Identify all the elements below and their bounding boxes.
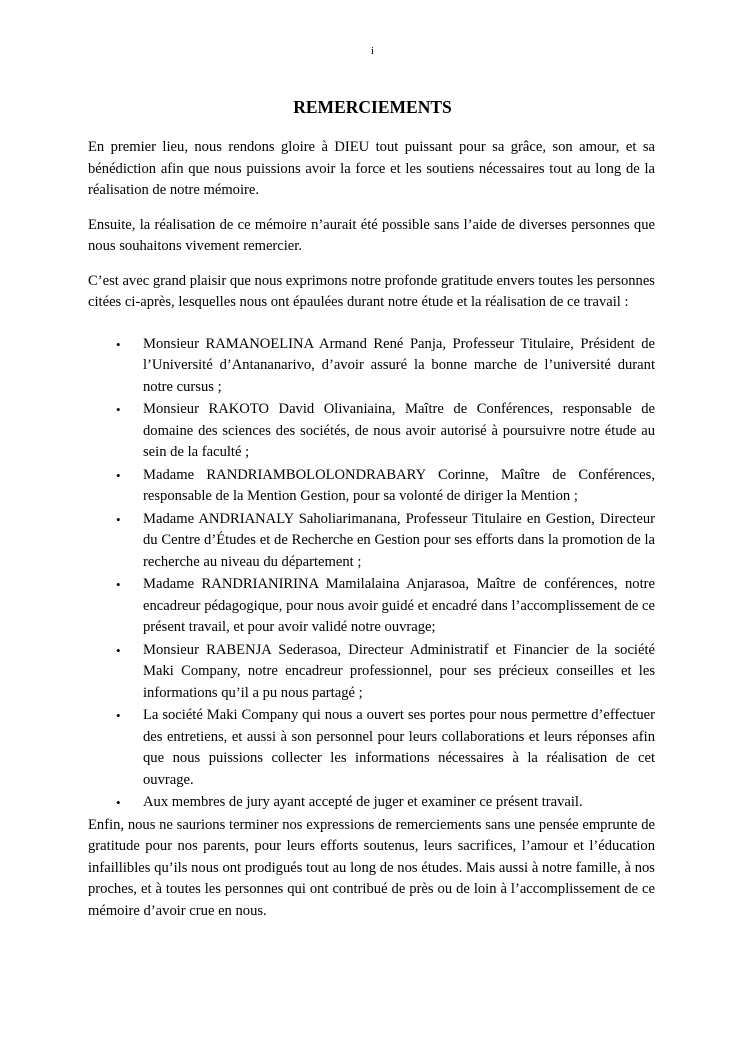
list-item-text: La société Maki Company qui nous a ouvert ses portes pour nous permettre d’effectuer des entretiens, et aussi à son personnel pour leurs collaborations et leurs réponses afin que nous puissions collecter les informations nécessaires à la réalisation de cet ouvrage. xyxy=(143,707,655,788)
page-number: i xyxy=(370,45,375,57)
list-item xyxy=(88,465,655,508)
paragraph-ensuite: Ensuite, la réalisation de ce mémoire n’aurait été possible sans l’aide de diverses personnes que nous souhaitons vivement remercier. xyxy=(88,216,655,254)
list-item-text: Aux membres de jury ayant accepté de juger et examiner ce présent travail. xyxy=(143,794,583,810)
list-item xyxy=(88,640,655,705)
list-item-text: Monsieur RABENJA Sederasoa, Directeur Administratif et Financier de la société Maki Company, notre encadreur professionnel, pour ses précieux conseilles et les informations qu’il a pu nous partagé ; xyxy=(143,641,655,701)
list-item-text: Madame RANDRIANIRINA Mamilalaina Anjarasoa, Maître de conférences, notre encadreur pédagogique, pour nous avoir guidé et encadré dans l’accomplissement de ce présent travail, et pour avoir validé notre ouvrage; xyxy=(143,576,655,635)
list-item xyxy=(88,334,655,399)
paragraph-intro: En premier lieu, nous rendons gloire à DIEU tout puissant pour sa grâce, son amour, et sa bénédiction afin que nous puissions avoir la force et les soutiens nécessaires tout au long de la réalisation de notre mémoire. xyxy=(88,139,655,198)
bullet-icon: • xyxy=(116,577,121,592)
list-item xyxy=(88,792,655,814)
list-item xyxy=(88,399,655,464)
list-item xyxy=(88,509,655,574)
bullet-icon: • xyxy=(116,642,121,658)
list-item-text: Monsieur RAMANOELINA Armand René Panja, Professeur Titulaire, Président de l’Université d’Antananarivo, d’avoir assuré la bonne marche de l’université durant notre cursus ; xyxy=(143,335,655,395)
bullet-icon: • xyxy=(116,708,121,723)
bullet-icon: • xyxy=(116,402,121,417)
paragraph-gratitude: C’est avec grand plaisir que nous exprimons notre profonde gratitude envers toutes les personnes citées ci-après, lesquelles nous ont épaulées durant notre étude et la réalisation de ce travail : xyxy=(88,272,655,310)
list-item xyxy=(88,705,655,791)
page-title: REMERCIEMENTS xyxy=(293,97,452,117)
document-body xyxy=(88,137,655,935)
bullet-icon: • xyxy=(116,467,121,483)
paragraph-closing: Enfin, nous ne saurions terminer nos expressions de remerciements sans une pensée emprunte de gratitude pour nos parents, pour leurs efforts soutenus, leurs sacrifices, l’amour et l’éducation infaillibles qu’ils nous ont prodigués tout au long de nos études. Mais aussi à notre famille, à nos proches, et à toutes les personnes qui ont contribué de près ou de loin à l’accomplissement de ce mémoire d’avoir crue en nous. xyxy=(88,816,655,919)
acknowledgement-list xyxy=(88,334,655,814)
list-item xyxy=(88,574,655,639)
bullet-icon: • xyxy=(116,511,121,527)
list-item-text: Madame ANDRIANALY Saholiarimanana, Professeur Titulaire en Gestion, Directeur du Centre d’Études et de Recherche en Gestion pour ses efforts dans la promotion de la recherche au niveau du département ; xyxy=(143,510,655,570)
list-item-text: Madame RANDRIAMBOLOLONDRABARY Corinne, Maître de Conférences, responsable de la Mention Gestion, pour sa volonté de diriger la Mention ; xyxy=(143,466,655,504)
bullet-icon: • xyxy=(116,795,121,810)
list-item-text: Monsieur RAKOTO David Olivaniaina, Maître de Conférences, responsable de domaine des sciences des sociétés, de nous avoir autorisé à poursuivre notre étude au sein de la faculté ; xyxy=(143,401,655,460)
bullet-icon: • xyxy=(116,336,121,352)
